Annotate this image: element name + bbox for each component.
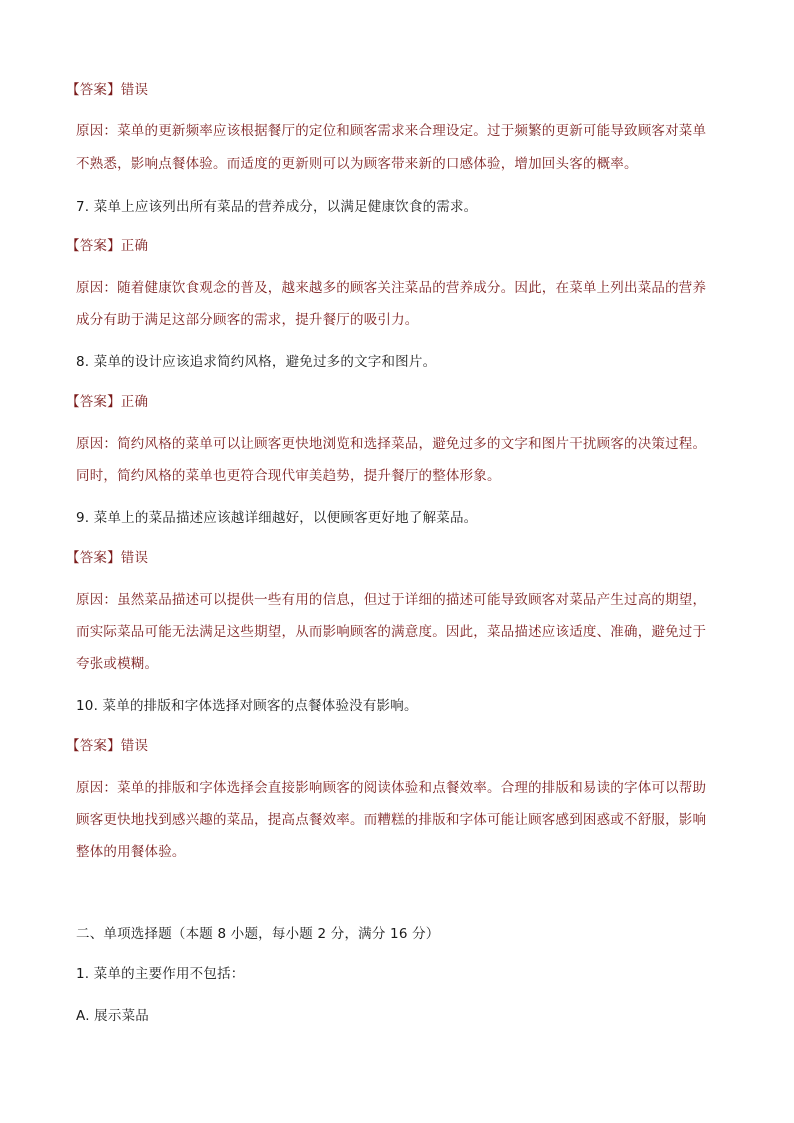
question-text: 9. 菜单上的菜品描述应该越详细越好，以便顾客更好地了解菜品。 (76, 510, 478, 526)
reason-text: 原因：菜单的排版和字体选择会直接影响顾客的阅读体验和点餐效率。合理的排版和易读的字体可以帮助 (76, 780, 707, 796)
reason-text: 原因：随着健康饮食观念的普及，越来越多的顾客关注菜品的营养成分。因此，在菜单上列出菜品的营养 (76, 280, 707, 296)
reason-text: 顾客更快地找到感兴趣的菜品，提高点餐效率。而糟糕的排版和字体可能让顾客感到困惑或不舒服，影响 (76, 812, 707, 828)
question-text: 8. 菜单的设计应该追求简约风格，避免过多的文字和图片。 (76, 354, 437, 370)
section-heading: 二、单项选择题（本题 8 小题，每小题 2 分，满分 16 分） (76, 926, 440, 942)
answer-label: 【答案】错误 (66, 738, 149, 754)
question-text: 1. 菜单的主要作用不包括： (76, 966, 245, 982)
reason-text: 夸张或模糊。 (76, 656, 159, 672)
option-text: A. 展示菜品 (76, 1008, 149, 1024)
reason-text: 原因：虽然菜品描述可以提供一些有用的信息，但过于详细的描述可能导致顾客对菜品产生过高的期望， (76, 592, 707, 608)
reason-text: 不熟悉，影响点餐体验。而适度的更新则可以为顾客带来新的口感体验，增加回头客的概率。 (76, 156, 638, 172)
reason-text: 原因：菜单的更新频率应该根据餐厅的定位和顾客需求来合理设定。过于频繁的更新可能导致顾客对菜单 (76, 123, 707, 139)
reason-text: 整体的用餐体验。 (76, 844, 186, 860)
answer-label: 【答案】错误 (66, 82, 149, 98)
answer-label: 【答案】正确 (66, 394, 149, 410)
reason-text: 原因：简约风格的菜单可以让顾客更快地浏览和选择菜品，避免过多的文字和图片干扰顾客的决策过程。 (76, 436, 707, 452)
reason-text: 成分有助于满足这部分顾客的需求，提升餐厅的吸引力。 (76, 312, 419, 328)
answer-label: 【答案】错误 (66, 550, 149, 566)
reason-text: 同时，简约风格的菜单也更符合现代审美趋势，提升餐厅的整体形象。 (76, 468, 501, 484)
question-text: 7. 菜单上应该列出所有菜品的营养成分，以满足健康饮食的需求。 (76, 199, 478, 215)
reason-text: 而实际菜品可能无法满足这些期望，从而影响顾客的满意度。因此，菜品描述应该适度、准确，避免过于 (76, 624, 707, 640)
answer-label: 【答案】正确 (66, 238, 149, 254)
question-text: 10. 菜单的排版和字体选择对顾客的点餐体验没有影响。 (76, 698, 418, 714)
